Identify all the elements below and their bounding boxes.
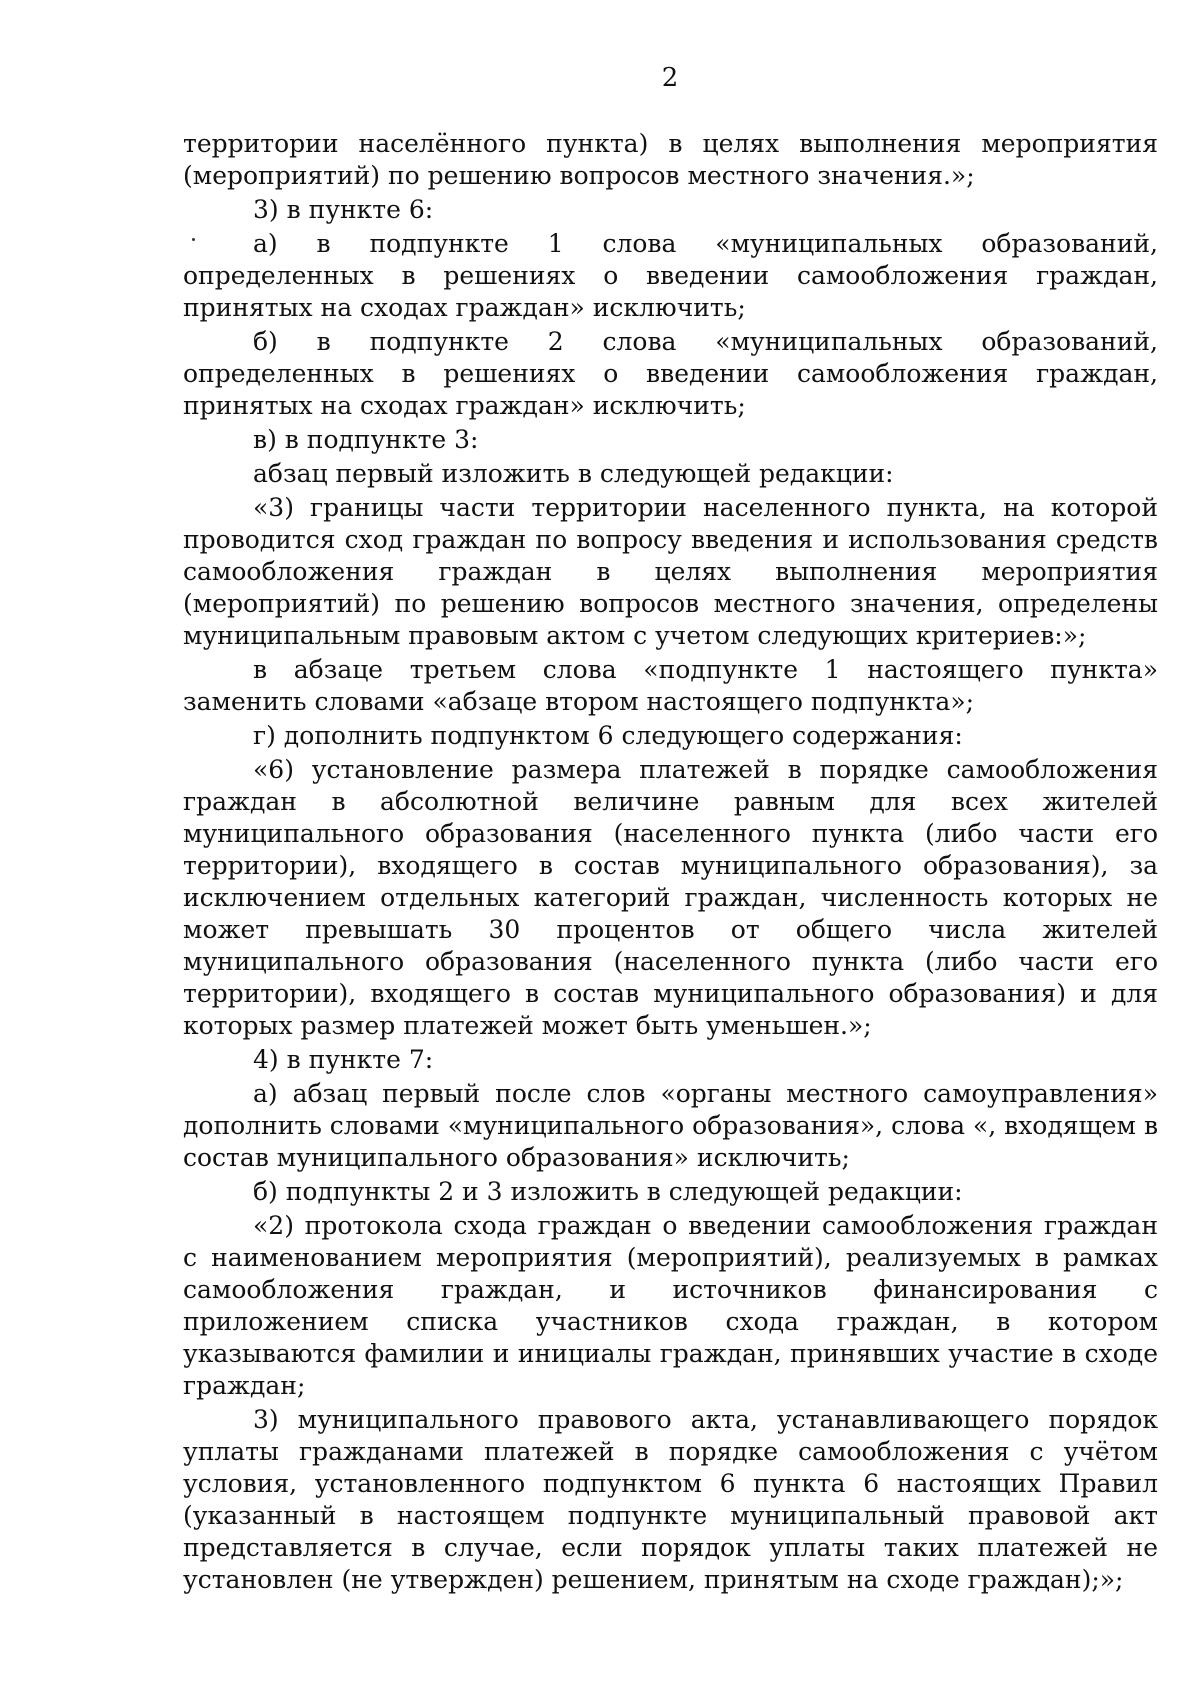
paragraph-subitem-a: а) в подпункте 1 слова «муниципальных образований, определенных в решениях о введении самообложения граждан, принятых на сходах граждан» исключить; [183,229,1158,322]
paragraph-quote-2: «2) протокола схода граждан о введении самообложения граждан с наименованием мероприятия (мероприятий), реализуемых в рамках самообложения граждан, и источников финансирования с приложением списка участников схода граждан, в котором указываются фамилии и инициалы граждан, принявших участие в сходе граждан; [183,1211,1158,1400]
paragraph-subitem-b: б) в подпункте 2 слова «муниципальных образований, определенных в решениях о введении самообложения граждан, принятых на сходах граждан» исключить; [183,327,1158,420]
paragraph-subitem-g: г) дополнить подпунктом 6 следующего содержания: [253,721,963,750]
paragraph-item-4b: б) подпункты 2 и 3 изложить в следующей редакции: [253,1177,963,1206]
paragraph-quote-3-act: 3) муниципального правового акта, устанавливающего порядок уплаты гражданами платежей в порядке самообложения с учётом условия, установленного подпунктом 6 пункта 6 настоящих Правил (указанный в настоящем подпункте муниципальный правовой акт представляется в случае, если порядок уплаты таких платежей не установлен (не утвержден) решением, принятым на сходе граждан);»; [183,1405,1158,1594]
paragraph-quote-6: «6) установление размера платежей в порядке самообложения граждан в абсолютной величине равным для всех жителей муниципального образования (населенного пункта (либо части его территории), входящего в состав муниципального образования), за исключением отдельных категорий граждан, численность которых не может превышать 30 процентов от общего числа жителей муниципального образования (населенного пункта (либо части его территории), входящего в состав муниципального образования) и для которых размер платежей может быть уменьшен.»; [183,755,1158,1040]
paragraph-item-4: 4) в пункте 7: [253,1045,434,1074]
document-body [183,128,1158,1598]
paragraph-subitem-v: в) в подпункте 3: [253,425,479,454]
paragraph-third-abzac: в абзаце третьем слова «подпункте 1 настоящего пункта» заменить словами «абзаце втором настоящего подпункта»; [183,655,1158,716]
page-number: 2 [661,63,679,93]
paragraph-first-abzac: абзац первый изложить в следующей редакции: [253,459,894,488]
paragraph-item-3: 3) в пункте 6: [253,195,434,224]
paragraph-continuation: территории населённого пункта) в целях выполнения мероприятия (мероприятий) по решению вопросов местного значения.»; [183,129,1158,190]
paragraph-item-4a: а) абзац первый после слов «органы местного самоуправления» дополнить словами «муниципального образования», слова «, входящем в состав муниципального образования» исключить; [183,1079,1159,1172]
paragraph-quote-3: «3) границы части территории населенного пункта, на которой проводится сход граждан по вопросу введения и использования средств самообложения граждан в целях выполнения мероприятия (мероприятий) по решению вопросов местного значения, определены муниципальным правовым актом с учетом следующих критериев:»; [183,493,1158,650]
